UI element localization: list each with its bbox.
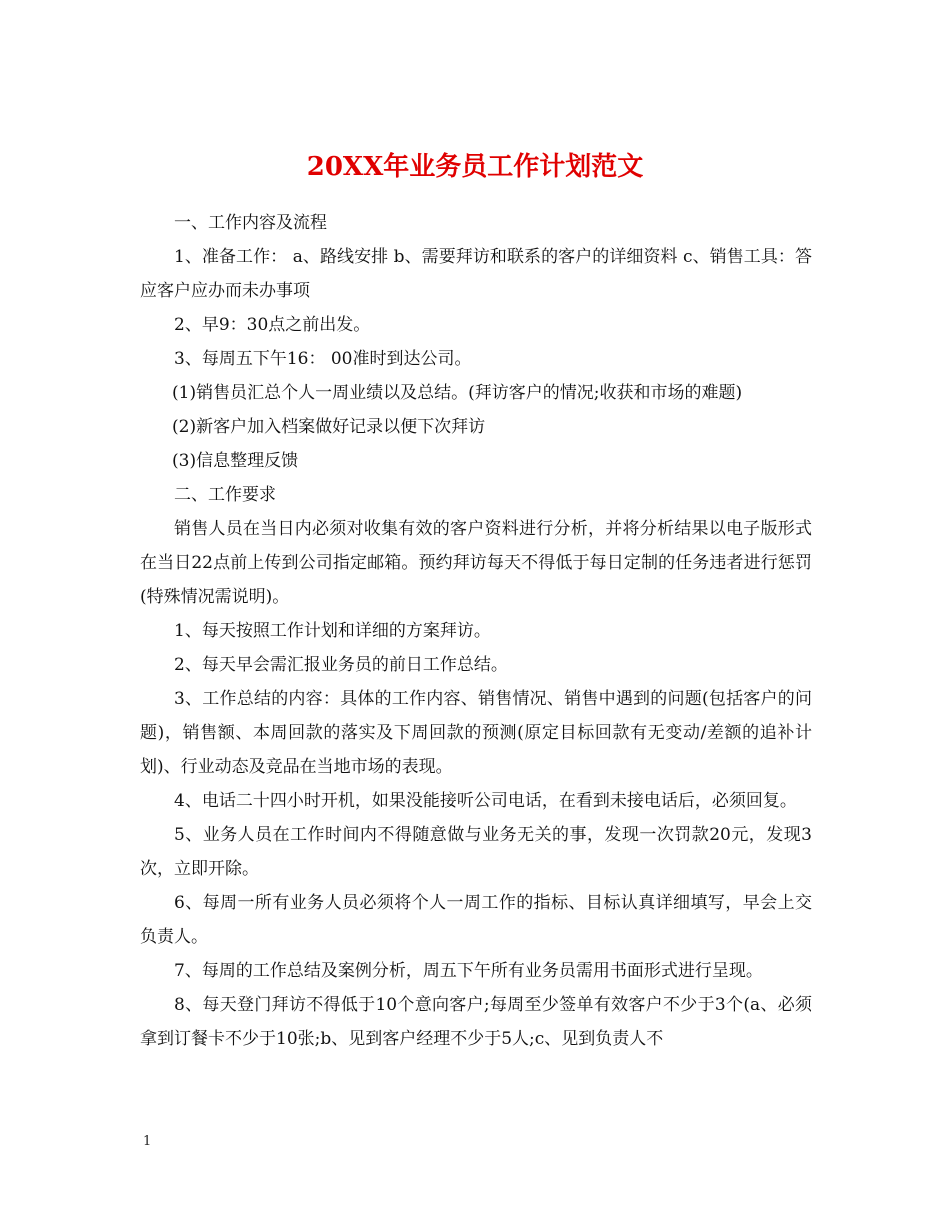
section-heading-1: 一、工作内容及流程 xyxy=(174,213,327,233)
list-item: 5、业务人员在工作时间内不得随意做与业务无关的事，发现一次罚款20元，发现3次，立即开除。 xyxy=(140,825,812,879)
list-item: 1、准备工作： a、路线安排 b、需要拜访和联系的客户的详细资料 c、销售工具：答应客户应办而未办事项 xyxy=(140,247,812,301)
section-heading-2: 二、工作要求 xyxy=(174,485,276,505)
list-item: 8、每天登门拜访不得低于10个意向客户;每周至少签单有效客户不少于3个(a、必须拿到订餐卡不少于10张;b、见到客户经理不少于5人;c、见到负责人不 xyxy=(140,995,812,1049)
list-item: 2、每天早会需汇报业务员的前日工作总结。 xyxy=(174,655,508,675)
sub-list-item: (1)销售员汇总个人一周业绩以及总结。(拜访客户的情况;收获和市场的难题) xyxy=(172,383,743,403)
list-item: 3、工作总结的内容：具体的工作内容、销售情况、销售中遇到的问题(包括客户的问题)，销售额、本周回款的落实及下周回款的预测(原定目标回款有无变动/差额的追补计划)、行业动态及竞品在当地市场的表现。 xyxy=(140,689,812,777)
list-item: 2、早9：30点之前出发。 xyxy=(174,315,371,335)
list-item: 3、每周五下午16： 00准时到达公司。 xyxy=(174,349,472,369)
sub-list-item: (2)新客户加入档案做好记录以便下次拜访 xyxy=(172,417,486,437)
document-body xyxy=(140,206,812,1056)
document-title: 20XX年业务员工作计划范文 xyxy=(306,152,644,183)
body-paragraph: 销售人员在当日内必须对收集有效的客户资料进行分析，并将分析结果以电子版形式在当日22点前上传到公司指定邮箱。预约拜访每天不得低于每日定制的任务违者进行惩罚(特殊情况需说明)。 xyxy=(140,519,812,607)
list-item: 7、每周的工作总结及案例分析，周五下午所有业务员需用书面形式进行呈现。 xyxy=(174,961,763,981)
list-item: 6、每周一所有业务人员必须将个人一周工作的指标、目标认真详细填写，早会上交负责人。 xyxy=(140,893,812,947)
sub-list-item: (3)信息整理反馈 xyxy=(172,451,299,471)
list-item: 1、每天按照工作计划和详细的方案拜访。 xyxy=(174,621,491,641)
page-number: 1 xyxy=(143,1134,152,1149)
list-item: 4、电话二十四小时开机，如果没能接听公司电话，在看到未接电话后，必须回复。 xyxy=(174,791,797,811)
